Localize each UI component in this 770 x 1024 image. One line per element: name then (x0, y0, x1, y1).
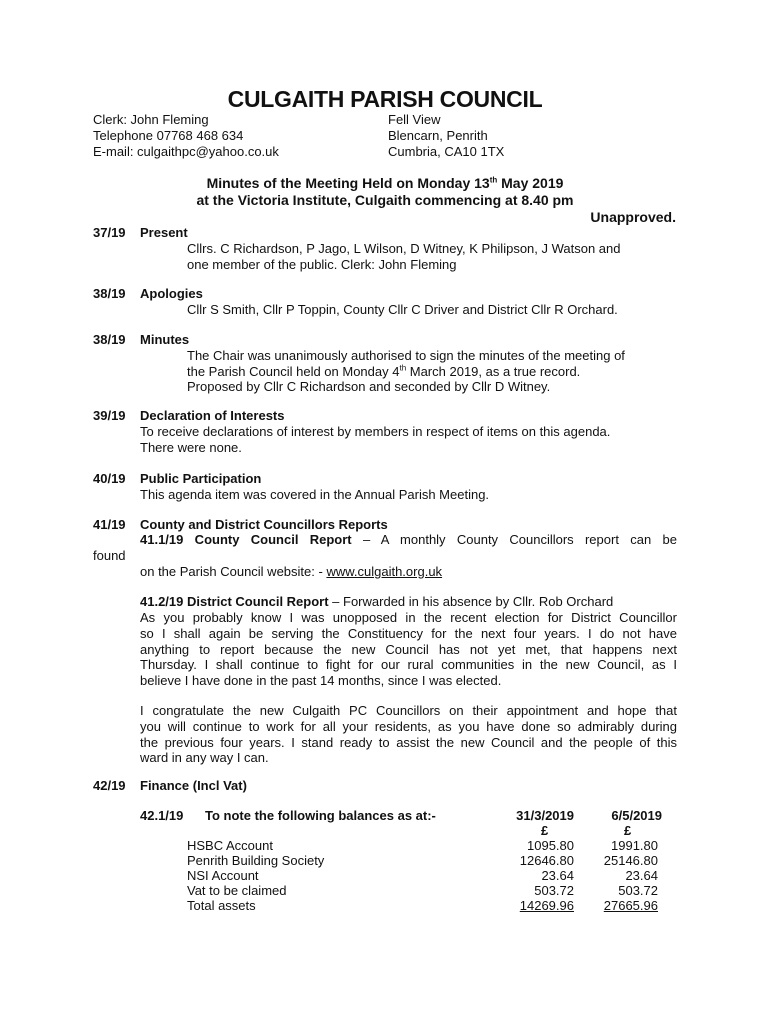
approval-status: Unapproved. (590, 209, 676, 225)
finance-row-name: Penrith Building Society (187, 853, 325, 868)
finance-row-value-1: 12646.80 (519, 853, 574, 868)
council-website-link[interactable]: www.culgaith.org.uk (326, 564, 443, 579)
finance-row-name: HSBC Account (187, 838, 273, 853)
finance-total-value-2: 27665.96 (603, 898, 658, 913)
finance-row-value-1: 503.72 (534, 883, 574, 898)
item-heading-minutes: Minutes (140, 332, 190, 347)
address-line-1: Fell View (388, 112, 441, 127)
clerk-email: E-mail: culgaithpc@yahoo.co.uk (93, 144, 279, 159)
finance-row-value-2: 503.72 (618, 883, 658, 898)
item-heading-present: Present (140, 225, 188, 240)
address-line-2: Blencarn, Penrith (388, 128, 488, 143)
declaration-line-2: There were none. (140, 440, 242, 455)
public-line-1: This agenda item was covered in the Annual Parish Meeting. (140, 487, 490, 502)
minutes-line-1: The Chair was unanimously authorised to sign the minutes of the meeting of (187, 348, 625, 363)
district-report-heading: 41.2/19 District Council Report – Forwarded in his absence by Cllr. Rob Orchard (140, 594, 614, 609)
item-number: 38/19 (93, 332, 126, 347)
finance-row-name: Total assets (187, 898, 256, 913)
item-number: 42/19 (93, 778, 126, 793)
item-heading-declaration: Declaration of Interests (140, 408, 285, 423)
page-title: CULGAITH PARISH COUNCIL (227, 86, 543, 112)
clerk-telephone: Telephone 07768 468 634 (93, 128, 244, 143)
minutes-line-2: the Parish Council held on Monday 4th March 2019, as a true record. (187, 363, 581, 379)
present-line-2: one member of the public. Clerk: John Fleming (187, 257, 457, 272)
item-number: 39/19 (93, 408, 126, 423)
finance-row-value-2: 1991.80 (611, 838, 658, 853)
item-number: 37/19 (93, 225, 126, 240)
finance-row-name: Vat to be claimed (187, 883, 287, 898)
county-report-found: found (93, 548, 126, 563)
present-line-1: Cllrs. C Richardson, P Jago, L Wilson, D Witney, K Philipson, J Watson and (187, 241, 621, 256)
county-report-line-2: on the Parish Council website: - www.culgaith.org.uk (140, 564, 443, 579)
finance-sub-text: To note the following balances as at:- (205, 808, 436, 823)
declaration-line-1: To receive declarations of interest by members in respect of items on this agenda. (140, 424, 611, 439)
item-heading-finance: Finance (Incl Vat) (140, 778, 247, 793)
item-number: 41/19 (93, 517, 126, 532)
address-line-3: Cumbria, CA10 1TX (388, 144, 505, 159)
district-report-paragraph-1: As you probably know I was unopposed in the recent election for District Councillor so I shall again be serving the Constituency for the next four years. I do not have anything to report because the new Council has not yet met, that happens next Thursday. I shall continue to fight for our rural communities in the new Council, as I believe I have done in the past 14 months, since I was elected. (140, 610, 677, 689)
item-number: 40/19 (93, 471, 126, 486)
finance-col-header-2: 6/5/2019 (611, 808, 662, 823)
finance-col-header-1: 31/3/2019 (516, 808, 574, 823)
finance-row-name: NSI Account (187, 868, 259, 883)
clerk-name: Clerk: John Fleming (93, 112, 209, 127)
item-heading-public: Public Participation (140, 471, 262, 486)
currency-symbol-2: £ (624, 823, 632, 838)
district-report-paragraph-2: I congratulate the new Culgaith PC Councillors on their appointment and hope that you will continue to work for all your residents, as you have done so admirably during the previous four years. I stand ready to assist the new Council and the people of this ward in any way I can. (140, 703, 677, 766)
item-number: 38/19 (93, 286, 126, 301)
finance-row-value-1: 1095.80 (527, 838, 574, 853)
county-report-line-1: 41.1/19 County Council Report – A monthly County Councillors report can be (140, 532, 677, 547)
item-heading-reports: County and District Councillors Reports (140, 517, 388, 532)
item-heading-apologies: Apologies (140, 286, 203, 301)
minutes-heading-line-1: Minutes of the Meeting Held on Monday 13th May 2019 (206, 175, 564, 191)
finance-total-value-1: 14269.96 (519, 898, 574, 913)
minutes-line-3: Proposed by Cllr C Richardson and seconded by Cllr D Witney. (187, 379, 551, 394)
currency-symbol-1: £ (541, 823, 549, 838)
minutes-heading-line-2: at the Victoria Institute, Culgaith commencing at 8.40 pm (196, 192, 574, 208)
finance-row-value-1: 23.64 (541, 868, 574, 883)
finance-sub-number: 42.1/19 (140, 808, 184, 823)
finance-row-value-2: 25146.80 (603, 853, 658, 868)
apologies-line-1: Cllr S Smith, Cllr P Toppin, County Cllr C Driver and District Cllr R Orchard. (187, 302, 618, 317)
finance-row-value-2: 23.64 (625, 868, 658, 883)
